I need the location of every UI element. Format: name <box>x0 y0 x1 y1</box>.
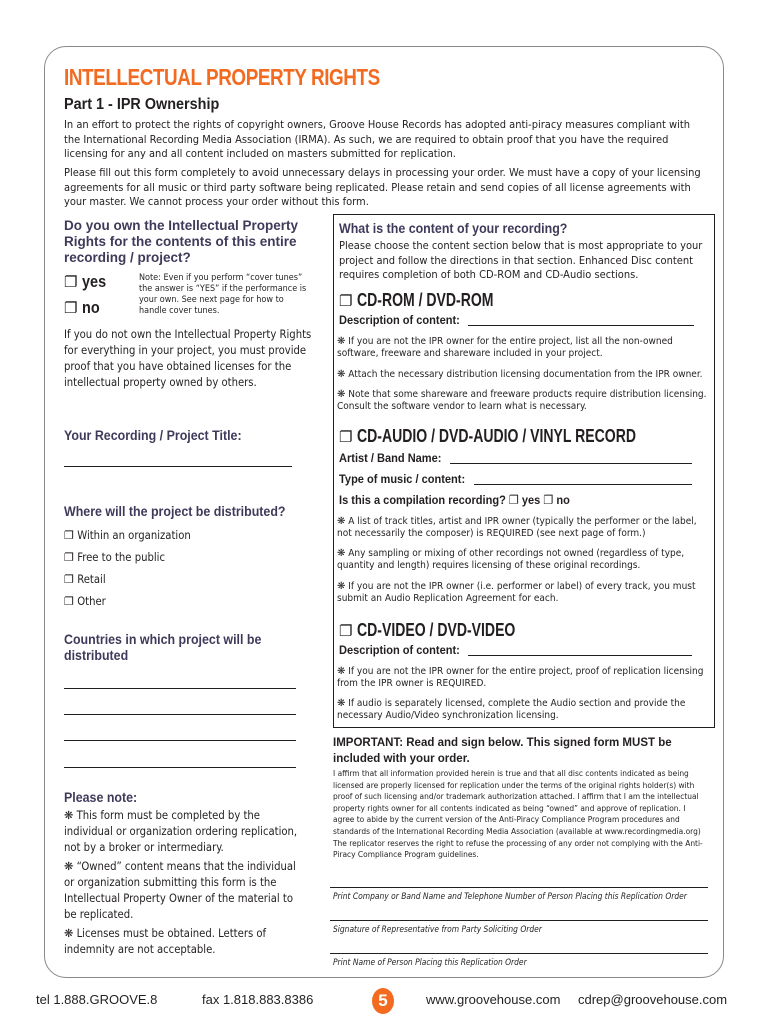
checkbox-icon[interactable]: ❐ <box>339 428 353 446</box>
content-instructions: Please choose the content section below that is most appropriate to your project and follow the directions in that section. Enhanced Disc content requires completion of both CD-ROM and CD-Audio sections. <box>339 239 703 281</box>
checkbox-icon[interactable]: ❐ <box>339 292 353 310</box>
bullet-text: A list of track titles, artist and IPR owner (typically the performer or the label, not necessarily the composer) is REQUIRED (see next page of form.) <box>337 516 697 539</box>
cdrom-description-input-line[interactable] <box>468 325 694 326</box>
option-label: Other <box>77 595 106 608</box>
cdvideo-bullet <box>337 666 707 690</box>
asterisk-icon: ❋ <box>337 336 346 347</box>
distribution-option-public[interactable] <box>64 550 165 566</box>
asterisk-icon: ❋ <box>64 860 74 873</box>
distribution-option-retail[interactable] <box>64 572 106 588</box>
cdvideo-title-text: CD-VIDEO / DVD-VIDEO <box>357 620 516 640</box>
cdaudio-section-title[interactable] <box>339 426 715 447</box>
cdaudio-bullet <box>337 516 707 540</box>
own-yes-option[interactable] <box>64 272 110 292</box>
footer-phone: tel 1.888.GROOVE.8 <box>36 992 158 1007</box>
asterisk-icon: ❋ <box>64 809 74 822</box>
checkbox-icon[interactable]: ❐ <box>64 551 75 564</box>
asterisk-icon: ❋ <box>337 666 346 677</box>
countries-input-line-4[interactable] <box>64 767 296 768</box>
company-signature-caption: Print Company or Band Name and Telephone Number of Person Placing this Replication Order <box>333 891 687 901</box>
bullet-text: Note that some shareware and freeware products require distribution licensing. Consult the software vendor to learn what is necessary. <box>337 389 707 412</box>
asterisk-icon: ❋ <box>337 548 346 559</box>
countries-input-line-3[interactable] <box>64 740 296 741</box>
checkbox-icon[interactable]: ❐ <box>339 622 353 640</box>
name-print-caption: Print Name of Person Placing this Replication Order <box>333 957 527 967</box>
own-yes-label: yes <box>82 272 107 291</box>
important-notice: IMPORTANT: Read and sign below. This signed form MUST be included with your order. <box>333 737 672 765</box>
cdrom-bullet <box>337 369 707 381</box>
company-signature-line[interactable] <box>330 887 708 888</box>
asterisk-icon: ❋ <box>337 389 346 400</box>
cdvideo-section-title[interactable] <box>339 620 560 641</box>
name-print-line[interactable] <box>330 953 708 954</box>
affirmation-text: I affirm that all information provided herein is true and that all disc contents indicated as being licensed are properly licensed for replication under the terms of the original rights holder(s) with proof of such licensing and/or trademark authorization attached. I affirm that I am the intellectual property rights owner for all contents indicated as being “owned” and approve of replication. I agree to abide by the current version of the Anti-Piracy Compliance Program procedures and standards of the International Recording Media Association (available at www.recordingmedia.org) The replicator reserves the right to refuse the processing of any order not complying with the Anti-Piracy Compliance Program guidelines. <box>333 768 703 860</box>
countries-label: Countries in which project will be distributed <box>64 632 262 663</box>
intro-paragraph-2: Please fill out this form completely to avoid unnecessary delays in processing your order. We must have a copy of your licensing agreements for all music or third party software being replicated. Please retain and send copies of all license agreements with your master. We cannot process your order without this form. <box>64 166 701 208</box>
please-note-item <box>64 808 298 856</box>
project-title-label: Your Recording / Project Title: <box>64 428 242 443</box>
countries-input-line-1[interactable] <box>64 688 296 689</box>
asterisk-icon: ❋ <box>337 369 346 380</box>
footer-email-link[interactable]: cdrep@groovehouse.com <box>578 992 728 1007</box>
asterisk-icon: ❋ <box>64 927 74 940</box>
part-heading: Part 1 - IPR Ownership <box>64 96 220 113</box>
cdrom-title-text: CD-ROM / DVD-ROM <box>357 290 494 310</box>
intro-paragraph-1: In an effort to protect the rights of copyright owners, Groove House Records has adopted anti-piracy measures compliant with the International Recording Media Association (IRMA). As such, we are required to obtain proof that you have the required licensing for any and all content included on masters submitted for replication. <box>64 118 691 160</box>
distribution-option-other[interactable] <box>64 594 106 610</box>
option-label: Free to the public <box>77 551 165 564</box>
distribution-option-organization[interactable] <box>64 528 191 544</box>
own-if-not-text: If you do not own the Intellectual Property Rights for everything in your project, you must provide proof that you have obtained licenses for the intellectual property owned by others. <box>64 328 312 389</box>
compilation-yes-label: yes <box>521 493 541 507</box>
project-title-input-line[interactable] <box>64 466 292 467</box>
own-no-option[interactable] <box>64 298 103 318</box>
bullet-text: If you are not the IPR owner (i.e. performer or label) of every track, you must submit an Audio Replication Agreement for each. <box>337 581 696 604</box>
compilation-question <box>339 493 570 507</box>
footer-website-link[interactable]: www.groovehouse.com <box>426 992 561 1007</box>
page-number-badge: 5 <box>372 988 394 1014</box>
cdvideo-bullet <box>337 698 707 722</box>
distribution-question: Where will the project be distributed? <box>64 504 286 519</box>
type-of-music-label: Type of music / content: <box>339 472 466 486</box>
please-note-item <box>64 926 298 958</box>
cdrom-bullet <box>337 336 707 360</box>
cdaudio-title-text: CD-AUDIO / DVD-AUDIO / VINYL RECORD <box>357 426 637 446</box>
bullet-text: If you are not the IPR owner for the entire project, proof of replication licensing from the IPR owner is REQUIRED. <box>337 666 704 689</box>
cdrom-description-label: Description of content: <box>339 313 460 327</box>
artist-label: Artist / Band Name: <box>339 451 442 465</box>
footer-fax: fax 1.818.883.8386 <box>202 992 314 1007</box>
artist-input-line[interactable] <box>450 463 692 464</box>
cdaudio-bullet <box>337 581 707 605</box>
option-label: Within an organization <box>77 529 191 542</box>
please-note-heading: Please note: <box>64 790 138 805</box>
bullet-text: If you are not the IPR owner for the entire project, list all the non-owned software, freeware and shareware included in your project. <box>337 336 673 359</box>
checkbox-icon[interactable]: ❐ <box>64 573 75 586</box>
asterisk-icon: ❋ <box>337 698 346 709</box>
page-title: INTELLECTUAL PROPERTY RIGHTS <box>64 64 380 90</box>
countries-input-line-2[interactable] <box>64 714 296 715</box>
cdrom-section-title[interactable] <box>339 290 532 311</box>
own-no-label: no <box>82 298 100 317</box>
please-note-text: This form must be completed by the individual or organization ordering replication, not by a broker or intermediary. <box>64 809 298 854</box>
checkbox-icon[interactable]: ❐ <box>64 595 75 608</box>
bullet-text: If audio is separately licensed, complete the Audio section and provide the necessary Audio/Video synchronization licensing. <box>337 698 686 721</box>
checkbox-icon[interactable]: ❐ <box>64 529 75 542</box>
cdrom-bullet <box>337 389 707 413</box>
asterisk-icon: ❋ <box>337 581 346 592</box>
option-label: Retail <box>77 573 106 586</box>
content-question: What is the content of your recording? <box>339 221 568 236</box>
checkbox-icon[interactable]: ❐ <box>64 273 78 291</box>
compilation-yes-checkbox[interactable]: ❐ <box>508 493 519 507</box>
compilation-label: Is this a compilation recording? <box>339 493 506 507</box>
asterisk-icon: ❋ <box>337 516 346 527</box>
cover-tunes-note: Note: Even if you perform “cover tunes” the answer is “YES” if the performance is your own. See next page for how to handle cover tunes. <box>139 273 307 316</box>
compilation-no-checkbox[interactable]: ❐ <box>543 493 554 507</box>
representative-signature-line[interactable] <box>330 920 708 921</box>
compilation-no-label: no <box>556 493 570 507</box>
please-note-text: “Owned” content means that the individual or organization submitting this form is the Intellectual Property Owner of the material to be replicated. <box>64 860 296 921</box>
cdaudio-bullet <box>337 548 707 572</box>
cdvideo-description-input-line[interactable] <box>468 655 692 656</box>
please-note-item <box>64 859 298 923</box>
bullet-text: Attach the necessary distribution licensing documentation from the IPR owner. <box>348 369 703 380</box>
representative-signature-caption: Signature of Representative from Party Soliciting Order <box>333 924 542 934</box>
checkbox-icon[interactable]: ❐ <box>64 299 78 317</box>
cdvideo-description-label: Description of content: <box>339 643 460 657</box>
bullet-text: Any sampling or mixing of other recordings not owned (regardless of type, quantity and length) requires licensing of these original recordings. <box>337 548 685 571</box>
please-note-text: Licenses must be obtained. Letters of indemnity are not acceptable. <box>64 927 267 956</box>
type-of-music-input-line[interactable] <box>474 484 692 485</box>
own-question: Do you own the Intellectual Property Rights for the contents of this entire recording / project? <box>64 218 299 265</box>
